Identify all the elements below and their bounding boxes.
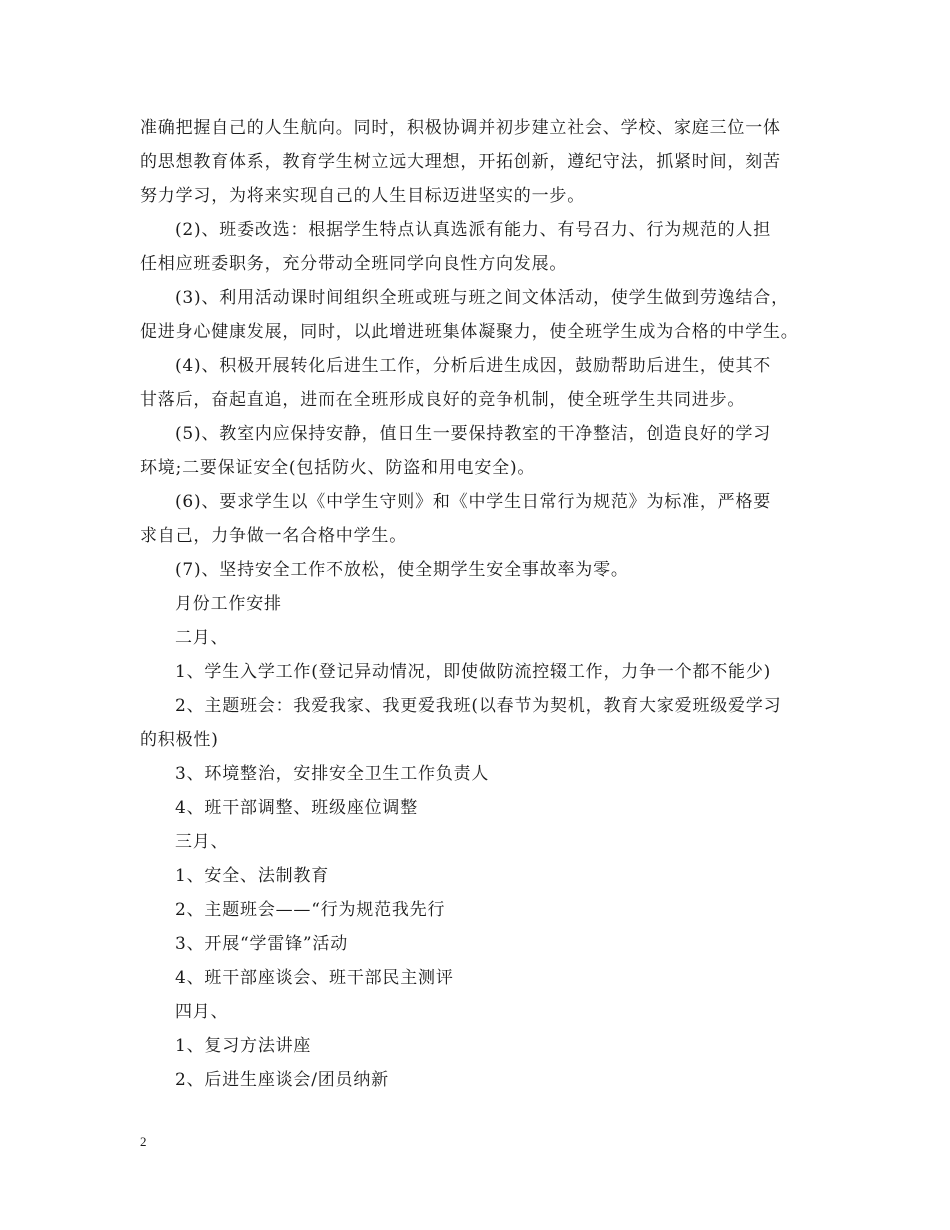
list-item: 2、主题班会：我爱我家、我更爱我班(以春节为契机，教育大家爱班级爱学习 <box>175 696 782 716</box>
month-heading: 三月、 <box>175 832 229 852</box>
section-heading: 月份工作安排 <box>175 594 282 614</box>
paragraph-line: (5)、教室内应保持安静，值日生一要保持教室的干净整洁，创造良好的学习 <box>175 424 772 444</box>
paragraph-line: (2)、班委改选：根据学生特点认真选派有能力、有号召力、行为规范的人担 <box>175 220 772 240</box>
list-item: 4、班干部座谈会、班干部民主测评 <box>175 968 454 988</box>
list-item: 1、安全、法制教育 <box>175 866 330 886</box>
paragraph-line: 努力学习，为将来实现自己的人生目标迈进坚实的一步。 <box>140 186 585 206</box>
paragraph-line: 的思想教育体系，教育学生树立远大理想，开拓创新，遵纪守法，抓紧时间，刻苦 <box>140 152 781 172</box>
list-item: 2、后进生座谈会/团员纳新 <box>175 1070 389 1090</box>
paragraph-line: (6)、要求学生以《中学生守则》和《中学生日常行为规范》为标准，严格要 <box>175 492 772 512</box>
list-item: 1、复习方法讲座 <box>175 1036 312 1056</box>
paragraph-line: 促进身心健康发展，同时，以此增进班集体凝聚力，使全班学生成为合格的中学生。 <box>140 322 799 342</box>
paragraph-line: (4)、积极开展转化后进生工作，分析后进生成因，鼓励帮助后进生，使其不 <box>175 356 772 376</box>
paragraph-line: 求自己，力争做一名合格中学生。 <box>140 526 407 546</box>
list-item: 4、班干部调整、班级座位调整 <box>175 798 419 818</box>
document-body <box>140 111 820 1097</box>
month-heading: 四月、 <box>175 1002 229 1022</box>
paragraph-line: 环境;二要保证安全(包括防火、防盗和用电安全)。 <box>140 458 536 478</box>
page-number: 2 <box>140 1134 147 1149</box>
paragraph-line: 甘落后，奋起直追，进而在全班形成良好的竞争机制，使全班学生共同进步。 <box>140 390 746 410</box>
paragraph-line: (7)、坚持安全工作不放松，使全期学生安全事故率为零。 <box>175 560 629 580</box>
paragraph-line: (3)、利用活动课时间组织全班或班与班之间文体活动，使学生做到劳逸结合， <box>175 288 789 308</box>
paragraph-line: 准确把握自己的人生航向。同时，积极协调并初步建立社会、学校、家庭三位一体 <box>140 118 781 138</box>
list-item-continuation: 的积极性) <box>140 730 219 750</box>
list-item: 1、学生入学工作(登记异动情况，即使做防流控辍工作，力争一个都不能少) <box>175 662 772 682</box>
list-item: 3、开展“学雷锋”活动 <box>175 934 348 954</box>
list-item: 2、主题班会——“行为规范我先行 <box>175 900 446 920</box>
paragraph-line: 任相应班委职务，充分带动全班同学向良性方向发展。 <box>140 254 568 274</box>
list-item: 3、环境整治，安排安全卫生工作负责人 <box>175 764 490 784</box>
month-heading: 二月、 <box>175 628 229 648</box>
